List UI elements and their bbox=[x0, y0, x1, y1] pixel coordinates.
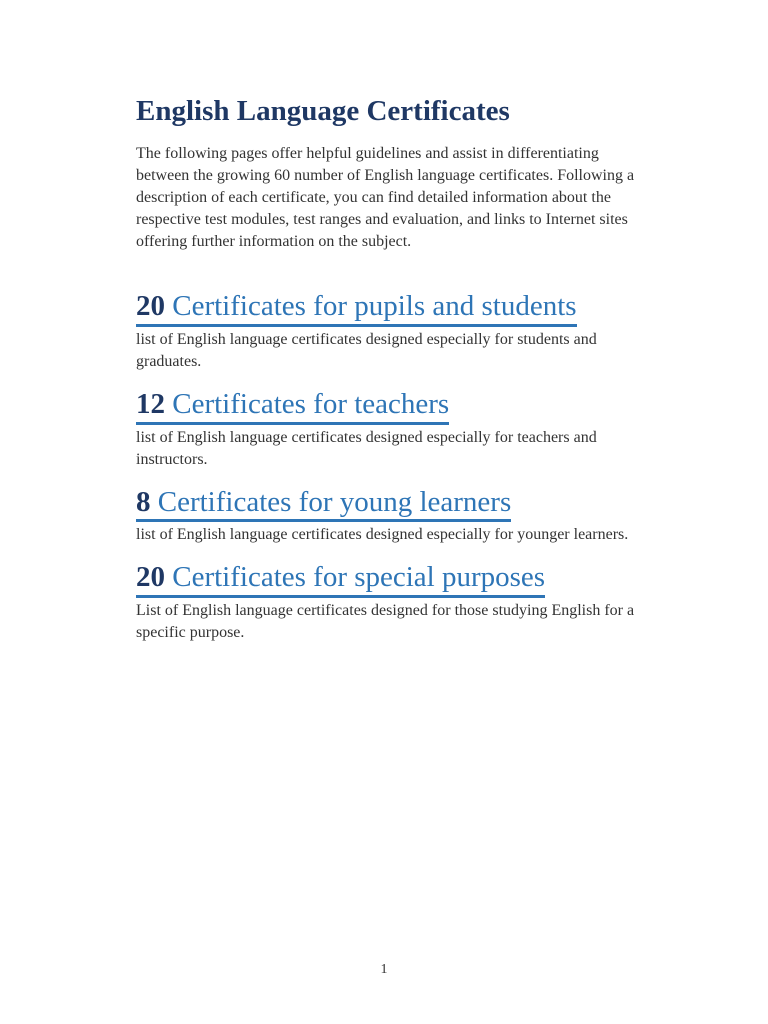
section-count: 20 bbox=[136, 289, 165, 322]
section-link-pupils-students[interactable]: Certificates for pupils and students bbox=[172, 289, 577, 322]
section-description: list of English language certificates designed especially for teachers and instructors. bbox=[136, 428, 597, 468]
section-heading bbox=[136, 562, 545, 598]
section-count: 8 bbox=[136, 485, 151, 518]
intro-paragraph: The following pages offer helpful guidelines and assist in differentiating between the growing 60 number of English language certificates. Following a description of each certificate, you can find detailed information about the respective test modules, test ranges and evaluation, and links to Internet sites offering further information on the subject. bbox=[136, 144, 635, 250]
section-description: list of English language certificates designed especially for students and graduates. bbox=[136, 330, 597, 370]
page-number: 1 bbox=[380, 962, 388, 977]
section-special-purposes bbox=[136, 562, 656, 644]
section-heading bbox=[136, 291, 577, 327]
section-heading bbox=[136, 487, 511, 523]
section-heading bbox=[136, 389, 449, 425]
section-description: list of English language certificates designed especially for younger learners. bbox=[136, 526, 629, 544]
section-link-young-learners[interactable]: Certificates for young learners bbox=[157, 485, 512, 518]
section-link-special-purposes[interactable]: Certificates for special purposes bbox=[172, 561, 546, 594]
page-content bbox=[136, 94, 656, 644]
section-count: 20 bbox=[136, 561, 165, 594]
section-link-teachers[interactable]: Certificates for teachers bbox=[172, 387, 450, 420]
page-title: English Language Certificates bbox=[136, 95, 510, 127]
section-young-learners bbox=[136, 487, 656, 547]
section-description: List of English language certificates designed for those studying English for a specific purpose. bbox=[136, 602, 635, 642]
section-pupils-students bbox=[136, 291, 656, 373]
section-teachers bbox=[136, 389, 656, 471]
section-count: 12 bbox=[136, 387, 165, 420]
